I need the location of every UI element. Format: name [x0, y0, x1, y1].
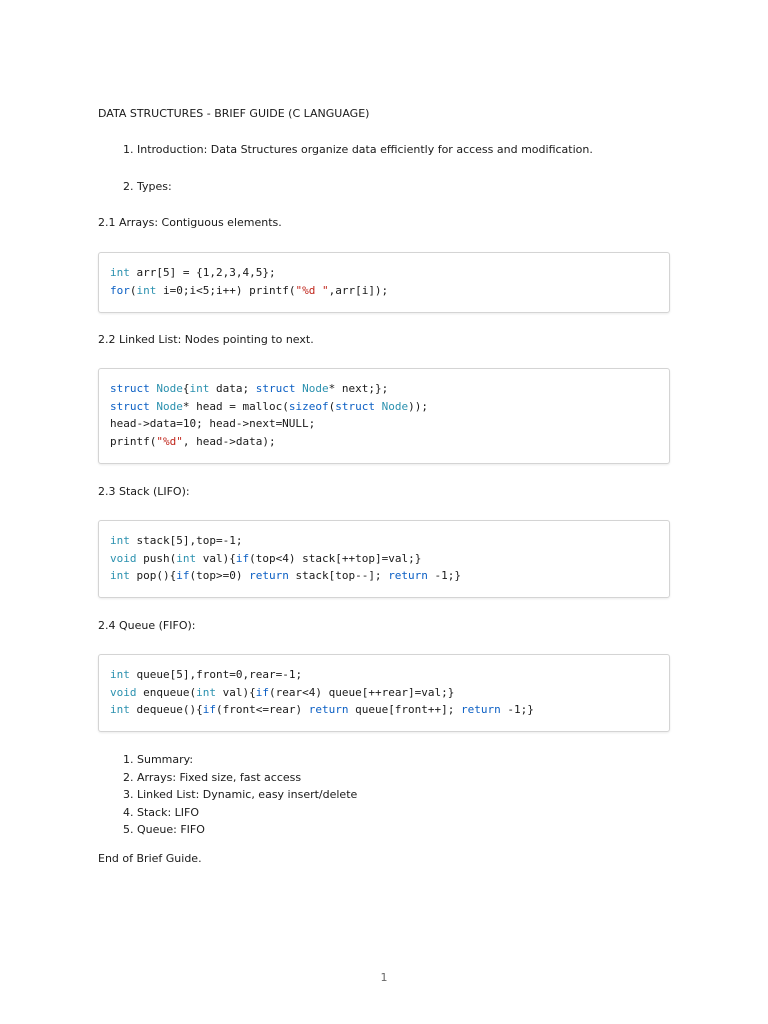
code-block-arrays: [98, 252, 670, 313]
code-line: int dequeue(){if(front<=rear) return queue[front++]; return -1;}: [110, 703, 534, 716]
summary-item: 2. Arrays: Fixed size, fast access: [123, 770, 302, 784]
code-block-stack: [98, 520, 670, 598]
section-heading-linked-list: 2.2 Linked List: Nodes pointing to next.: [98, 333, 314, 346]
code-line: for(int i=0;i<5;i++) printf("%d ",arr[i]);: [110, 283, 389, 297]
code-line: int queue[5],front=0,rear=-1;: [110, 668, 303, 681]
code-lines: [110, 666, 534, 719]
code-lines: [110, 532, 461, 585]
code-line: struct Node* head = malloc(sizeof(struct Node));: [110, 399, 428, 413]
code-line: head->data=10; head->next=NULL;: [110, 417, 316, 430]
section-heading-stack: 2.3 Stack (LIFO):: [98, 485, 190, 498]
code-block-queue: [98, 654, 670, 732]
code-line: void enqueue(int val){if(rear<4) queue[++rear]=val;}: [110, 685, 455, 699]
page-number: 1: [380, 971, 388, 984]
code-line: int arr[5] = {1,2,3,4,5};: [110, 266, 276, 279]
section-heading-arrays: 2.1 Arrays: Contiguous elements.: [98, 216, 282, 229]
code-block-linked-list: [98, 368, 670, 464]
summary-item: 4. Stack: LIFO: [123, 805, 200, 819]
summary-item: 3. Linked List: Dynamic, easy insert/delete: [123, 788, 358, 801]
document-title: DATA STRUCTURES - BRIEF GUIDE (C LANGUAGE): [98, 107, 370, 120]
code-line: printf("%d", head->data);: [110, 434, 276, 448]
types-heading: 2. Types:: [123, 180, 172, 193]
code-lines: [110, 380, 428, 450]
code-line: int stack[5],top=-1;: [110, 534, 243, 547]
section-heading-queue: 2.4 Queue (FIFO):: [98, 619, 196, 632]
code-line: void push(int val){if(top<4) stack[++top]=val;}: [110, 551, 422, 565]
summary-item: 1. Summary:: [123, 753, 194, 766]
code-line: struct Node{int data; struct Node* next;};: [110, 382, 389, 395]
code-lines: [110, 264, 388, 299]
intro-item: 1. Introduction: Data Structures organize data efficiently for access and modification.: [123, 143, 593, 156]
closing-text: End of Brief Guide.: [98, 852, 202, 865]
summary-item: 5. Queue: FIFO: [123, 823, 205, 836]
summary-list: [123, 751, 357, 839]
code-line: int pop(){if(top>=0) return stack[top--]; return -1;}: [110, 569, 462, 582]
